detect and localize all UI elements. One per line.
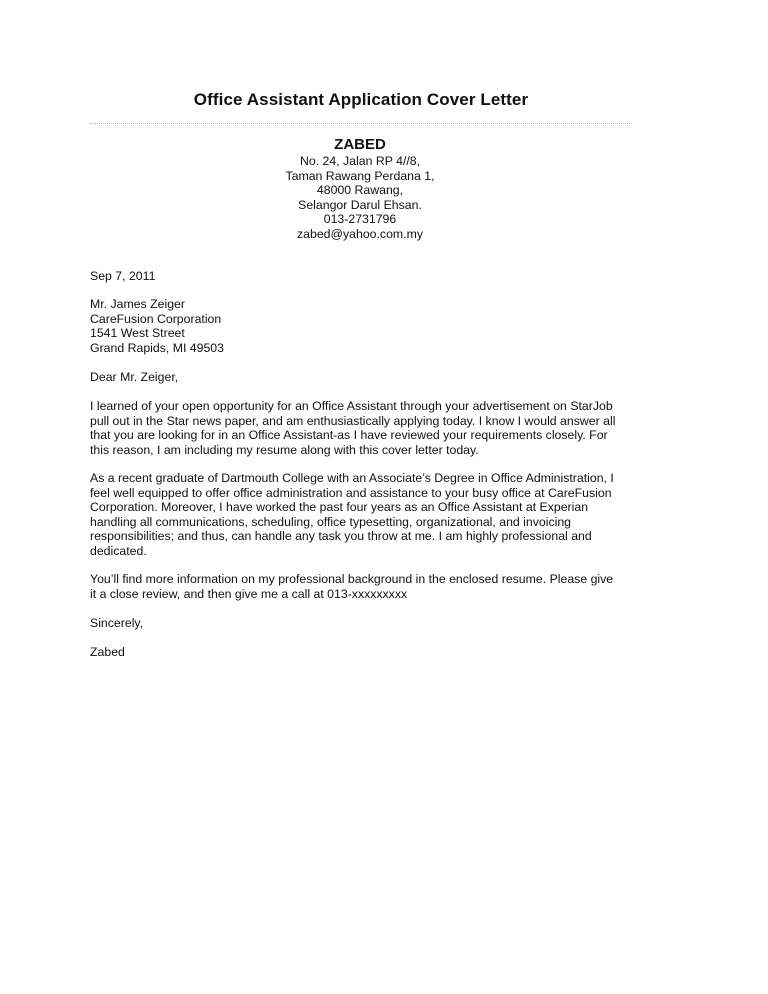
paragraph-line: You’ll find more information on my professional background in the enclosed resume. Please give bbox=[90, 572, 614, 586]
recipient-street: 1541 West Street bbox=[90, 326, 185, 341]
paragraph-3 bbox=[90, 572, 650, 601]
recipient-city: Grand Rapids, MI 49503 bbox=[90, 340, 224, 355]
sender-address-line: Selangor Darul Ehsan. bbox=[298, 197, 422, 212]
sender-phone: 013-2731796 bbox=[323, 212, 397, 227]
sender-address-line: No. 24, Jalan RP 4//8, bbox=[299, 154, 421, 168]
letter-date: Sep 7, 2011 bbox=[90, 269, 156, 283]
paragraph-line: responsibilities; and thus, can handle any task you throw at me. I am highly professional and bbox=[90, 529, 592, 544]
sender-address-line: 48000 Rawang, bbox=[316, 183, 404, 198]
paragraph-line: As a recent graduate of Dartmouth College with an Associate’s Degree in Office Administration, I bbox=[90, 471, 614, 485]
sender-name: ZABED bbox=[334, 136, 386, 153]
paragraph-line: this reason, I am including my resume along with this cover letter today. bbox=[90, 442, 479, 457]
paragraph-line: Corporation. Moreover, I have worked the past four years as an Office Assistant at Experian bbox=[90, 500, 589, 515]
document-title: Office Assistant Application Cover Letter bbox=[193, 90, 529, 109]
salutation: Dear Mr. Zeiger, bbox=[90, 370, 179, 384]
paragraph-line: handling all communications, scheduling, office typesetting, organizational, and invoicing bbox=[90, 514, 572, 529]
sender-block bbox=[210, 136, 510, 242]
paragraph-line: dedicated. bbox=[90, 543, 147, 558]
recipient-name: Mr. James Zeiger bbox=[90, 297, 185, 311]
paragraph-line: pull out in the Star news paper, and am enthusiastically applying today. I know I would answer all bbox=[90, 413, 616, 428]
closing: Sincerely, bbox=[90, 616, 144, 630]
title-divider bbox=[90, 123, 632, 124]
paragraph-line: that you are looking for in an Office Assistant-as I have reviewed your requirements closely. For bbox=[90, 428, 608, 443]
paragraph-1 bbox=[90, 399, 650, 457]
sender-email: zabed@yahoo.com.my bbox=[297, 226, 423, 241]
paragraph-2 bbox=[90, 471, 650, 559]
sender-address-line: Taman Rawang Perdana 1, bbox=[285, 168, 435, 183]
paragraph-line: it a close review, and then give me a call at 013-xxxxxxxxx bbox=[90, 586, 408, 601]
recipient-company: CareFusion Corporation bbox=[90, 311, 222, 326]
recipient-block bbox=[90, 297, 650, 355]
paragraph-line: feel well equipped to offer office administration and assistance to your busy office at CareFusion bbox=[90, 485, 612, 500]
paragraph-line: I learned of your open opportunity for an Office Assistant through your advertisement on StarJob bbox=[90, 399, 613, 413]
signature: Zabed bbox=[90, 645, 125, 659]
